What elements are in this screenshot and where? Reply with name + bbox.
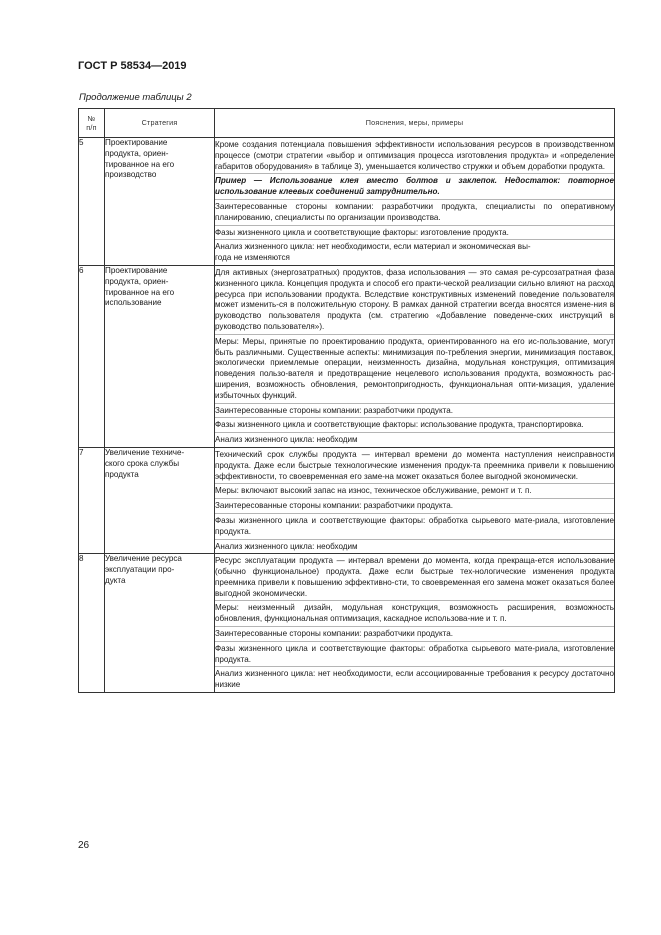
row-explanation (215, 554, 615, 693)
column-header-number: № п/п (79, 109, 105, 138)
column-header-explanation: Пояснения, меры, примеры (215, 109, 615, 138)
row-explanation (215, 138, 615, 266)
explanation-paragraph: Фазы жизненного цикла и соответствующие факторы: использование продукта, транспортировка. (215, 418, 614, 433)
explanation-paragraph: Меры: неизменный дизайн, модульная конструкция, возможность расширения, возможность обновления, функциональная оптимизация, каскадное использова-ние и т. п. (215, 601, 614, 627)
explanation-paragraph: Меры: включают высокий запас на износ, техническое обслуживание, ремонт и т. п. (215, 484, 614, 499)
table-continuation-caption: Продолжение таблицы 2 (79, 92, 192, 103)
explanation-paragraph: Фазы жизненного цикла и соответствующие факторы: обработка сырьевого мате-риала, изготовление продукта. (215, 514, 614, 540)
table-row (79, 265, 615, 447)
explanation-paragraph: Заинтересованные стороны компании: разработчики продукта, специалисты по оперативному планированию, специалисты по организации производства. (215, 200, 614, 226)
explanation-paragraph: Анализ жизненного цикла: нет необходимости, если ассоциированные требования к ресурсу достаточно низкие (215, 669, 614, 690)
document-header: ГОСТ Р 58534—2019 (78, 60, 187, 72)
explanation-paragraph: Технический срок службы продукта — интервал времени до момента наступления неисправности продукта. Даже если быстрые технологические изменения продук-та преемника привели к повышению эффективности, то своевременная его заме-на может оказаться более выгодной экономически. (215, 448, 614, 484)
example-paragraph: Пример — Использование клея вместо болтов и заклепок. Недостаток: повторное использование клеевых соединений затруднительно. (215, 174, 614, 200)
row-strategy: Проектирование продукта, ориен- тированное на его производство (105, 138, 215, 266)
explanation-paragraph: Анализ жизненного цикла: нет необходимости, если материал и экономическая вы- года не изменяются (215, 242, 531, 263)
table-row (79, 138, 615, 266)
row-strategy: Проектирование продукта, ориен- тированное на его использование (105, 265, 215, 447)
row-explanation (215, 447, 615, 553)
strategies-table (78, 108, 615, 693)
explanation-paragraph: Ресурс эксплуатации продукта — интервал времени до момента, когда прекраща-ется использование (обычно функциональное) продукта. Даже если быстрые тех-нологические изменения продукта преемника привели к повышению эффективно-сти, то своевременная его замена может оказаться более выгодной экономически. (215, 554, 614, 601)
explanation-paragraph: Меры: Меры, принятые по проектированию продукта, ориентированного на его ис-пользование, могут быть различными. Существенные аспекты: минимизация по-требления энергии, минимизация поставок, экологически приемлемые операции, неизменность дизайна, модульная конструкция, оптимизация поведения пользо-вателя и предотвращение нецелевого использования продукта, возможность рас-ширения, возможность обновления, ремонтопригодность, функциональная опти-мизация, удаление избыточных функций. (215, 335, 614, 404)
row-strategy: Увеличение ресурса эксплуатации про- дукта (105, 554, 215, 693)
table-row (79, 447, 615, 553)
explanation-paragraph: Анализ жизненного цикла: необходим (215, 435, 358, 445)
row-number: 8 (79, 554, 105, 693)
row-strategy: Увеличение техниче- ского срока службы продукта (105, 447, 215, 553)
explanation-paragraph: Фазы жизненного цикла и соответствующие факторы: обработка сырьевого мате-риала, изготовление продукта. (215, 642, 614, 668)
table-header-row (79, 109, 615, 138)
row-number: 6 (79, 265, 105, 447)
row-explanation (215, 265, 615, 447)
explanation-paragraph: Заинтересованные стороны компании: разработчики продукта. (215, 404, 614, 419)
explanation-paragraph: Заинтересованные стороны компании: разработчики продукта. (215, 627, 614, 642)
column-header-strategy: Стратегия (105, 109, 215, 138)
explanation-paragraph: Для активных (энергозатратных) продуктов, фаза использования — это самая ре-сурсозатратная фаза жизненного цикла. Концепция продукта и способ его практи-ческой реализации сильно влияют на расход ресурса при использовании продукта. Вследствие конструктивных изменений поведение пользователя может изменить-ся в положительную сторону. В рамках данной стратегии всегда вносятся измене-ния в руководство пользователя продукта (см. стратегию «Добавление поведенче-ских инструкций в руководство пользователя»). (215, 266, 614, 335)
explanation-paragraph: Анализ жизненного цикла: необходим (215, 541, 358, 551)
row-number: 7 (79, 447, 105, 553)
page-number: 26 (78, 840, 90, 851)
explanation-paragraph: Кроме создания потенциала повышения эффективности использования ресурсов в производственном процессе (смотри стратегии «выбор и оптимизация процесса изготовления продукта» и «определение габаритов оборудования» в таблице 3), уменьшается количество стружки и объем доработки продукта. (215, 138, 614, 174)
table-row (79, 554, 615, 693)
row-number: 5 (79, 138, 105, 266)
explanation-paragraph: Заинтересованные стороны компании: разработчики продукта. (215, 499, 614, 514)
explanation-paragraph: Фазы жизненного цикла и соответствующие факторы: изготовление продукта. (215, 226, 614, 241)
